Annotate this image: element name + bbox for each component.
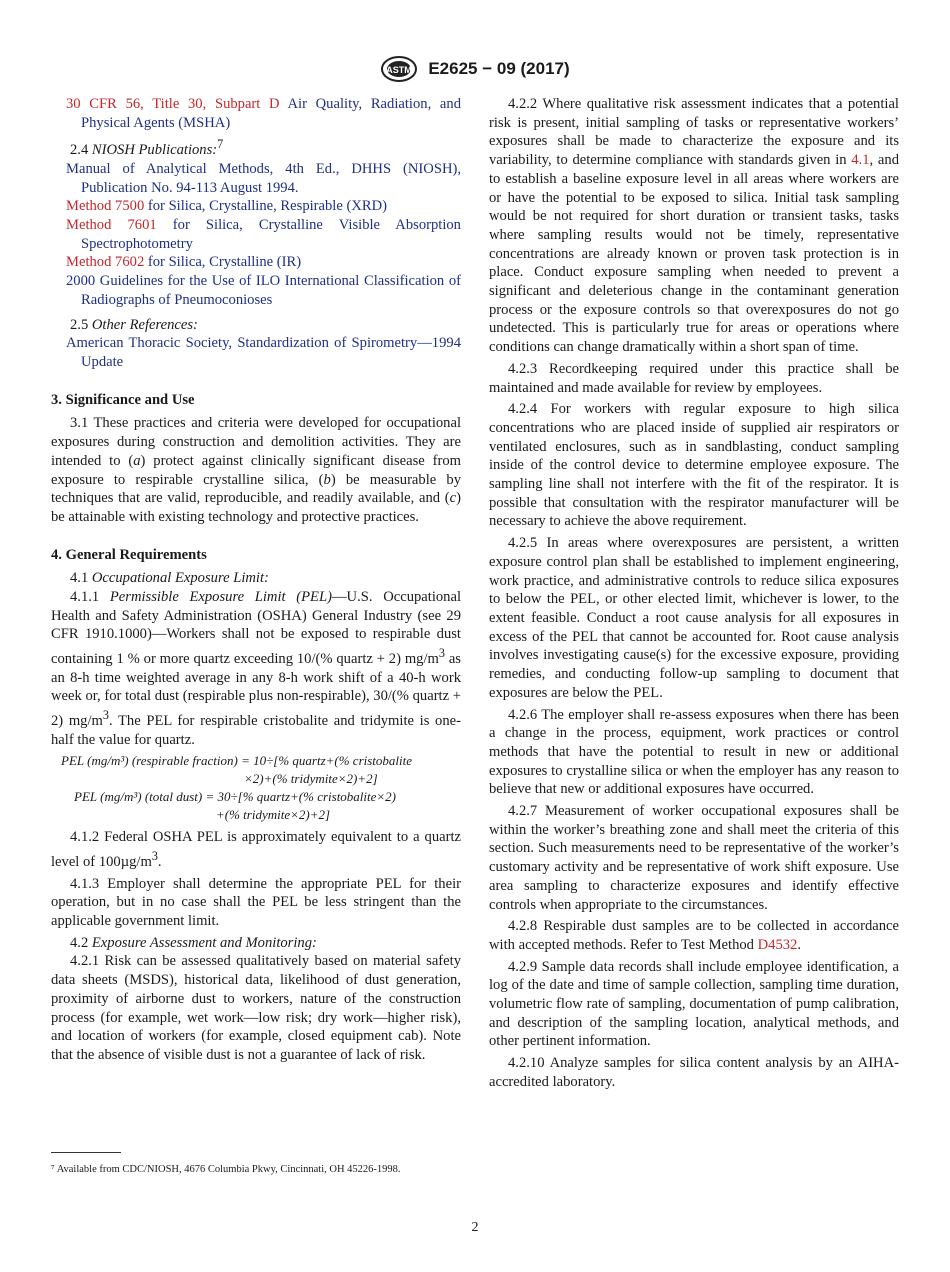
para-4-2-10: 4.2.10 Analyze samples for silica content analysis by an AIHA-accredited laboratory.: [489, 1055, 899, 1090]
niosh-heading: 2.4 NIOSH Publications:$^7$: [70, 137, 224, 159]
equation-1-line-1: PEL (mg/m³) (respirable fraction) = 10÷[% quartz+(% cristobalite: [61, 753, 413, 769]
pel-equations: [51, 752, 461, 824]
para-4-2-4: 4.2.4 For workers with regular exposure to high silica concentrations who are placed inside of supplied air respirators or ventilated enclosures, such as in sandblasting, conduct sampling inside of the control device to determine employee exposure. The sampling line shall not interfere with the fit of the respirator. It is possible that consultation with the respirator manufacturer will be necessary to achieve the above requirement.: [489, 401, 899, 530]
para-4-2-2: 4.2.2 Where qualitative risk assessment indicates that a potential risk is present, initial sampling of tasks or representative workers’ exposures shall be made to characterize the exposure and its variability, to determine compliance with standards given in 4.1, and to establish a baseline exposure level in all areas where workers are or have the potential to be exposed to silica. Initial task sampling would be not required for short duration or transient tasks, tasks where sampling results would not be timely, representative concentrations are already known or proven task protection is in place. Conduct exposure sampling when needed to prevent a significant and deleterious change in the contaminant generation process or the exposure controls so that overexposures do not go undetected. This is particularly true for areas or operations where conditions can change dramatically within a short span of time.: [489, 96, 899, 356]
para-4-2-8: 4.2.8 Respirable dust samples are to be collected in accordance with accepted methods. Refer to Test Method D4532.: [489, 918, 899, 953]
ref-cfr: 30 CFR 56, Title 30, Subpart D Air Quality, Radiation, and Physical Agents (MSHA): [66, 96, 461, 131]
footnote-ref: 7: [217, 137, 224, 152]
right-column: [489, 95, 899, 1092]
other-references-heading: 2.5 Other References:: [70, 316, 198, 333]
designation: E2625 − 09 (2017): [428, 59, 570, 78]
ref-manual[interactable]: Manual of Analytical Methods, 4th Ed., DHHS (NIOSH), Publication No. 94-113 August 1994.: [66, 160, 461, 196]
astm-logo-text: ASTM: [386, 65, 413, 75]
ref-method-7602: Method 7602 for Silica, Crystalline (IR): [66, 254, 302, 271]
para-4-2-6: 4.2.6 The employer shall re-assess exposures when there has been a change in the process, equipment, work practices or control methods that have the potential to result in new or additional exposures to crystalline silica or when the employer has any reason to believe that new or additional exposures have occurred.: [489, 706, 899, 798]
ref-method-7500: Method 7500 for Silica, Crystalline, Respirable (XRD): [66, 198, 388, 215]
ref-method-7601: Method 7601 for Silica, Crystalline Visible Absorption Spectrophotometry: [66, 217, 461, 252]
para-4-1-1: 4.1.1 Permissible Exposure Limit (PEL)—U.S. Occupational Health and Safety Administration (OSHA) General Industry (see 29 CFR 1910.1000)—Workers shall not be exposed to respirable dust containing 1 % or more quartz exceeding 10/(% quartz + 2) $mg/m^3$ as an 8-h time weighted average in any 8-h work shift of a 40-h work week or, for total dust (respirable plus non-respirable), 30/(% quartz + 2) $mg/m^3$. The PEL for respirable cristobalite and tridymite is one-half the value for quartz.: [51, 589, 461, 748]
para-4-2-7: 4.2.7 Measurement of worker occupational exposures shall be within the worker’s breathing zone and shall meet the criteria of this section. Such measurements need to be representative of the worker’s customary activity and be representative of work shift exposure. Use area sampling to characterize exposures and identify effective controls when appropriate to the circumstances.: [489, 803, 899, 913]
page-header: [0, 56, 950, 82]
para-4-1-2: 4.1.2 Federal OSHA PEL is approximately equivalent to a quartz level of $100\mu g/m^3$.: [51, 829, 461, 870]
section-3-title: 3. Significance and Use: [51, 391, 195, 408]
footnote-divider: [51, 1152, 121, 1153]
para-4-2-9: 4.2.9 Sample data records shall include employee identification, a log of the date and time of sample collection, sampling time duration, volumetric flow rate of sampling, documentation of pump calibration, and description of the sampling location, analytical methods, and other pertinent information.: [489, 958, 899, 1050]
para-4-2-5: 4.2.5 In areas where overexposures are persistent, a written exposure control plan shall be established to implement engineering, work practice, and administrative controls to reduce silica exposures to below the PEL, or other elected limit, whichever is lower, to the extent feasible. Conduct a root cause analysis for all exposures in excess of the PEL that cannot be accounted for. Root cause analysis involves investigating cause(s) for the excessive exposure, providing remedies, and conducting follow-up sampling to document that exposures are below the PEL.: [489, 535, 899, 701]
equation-1-line-2: ×2)+(% tridymite×2)+2]: [244, 771, 378, 787]
ref-ilo[interactable]: 2000 Guidelines for the Use of ILO International Classification of Radiographs of Pneumoconioses: [66, 273, 461, 308]
ref-cfr-link[interactable]: 30 CFR 56, Title 30, Subpart D: [66, 96, 280, 112]
para-4-2-3: 4.2.3 Recordkeeping required under this practice shall be maintained and made available for review by employees.: [489, 360, 899, 396]
section-4-title: 4. General Requirements: [51, 546, 207, 563]
ref-ats[interactable]: American Thoracic Society, Standardization of Spirometry—1994 Update: [66, 335, 461, 370]
section-link-4-1[interactable]: 4.1: [851, 152, 870, 169]
para-4-1: 4.1 Occupational Exposure Limit:: [70, 570, 269, 587]
page-number: 2: [471, 1220, 479, 1235]
para-4-2-1: 4.2.1 Risk can be assessed qualitatively based on material safety data sheets (MSDS), historical data, likelihood of dust generation, proximity of airborne dust to workers, nature of the construction process (for example, wet work—low risk; dry work—higher risk), and location of workers (for example, closed equipment cab). Note that the absence of visible dust is not a guarantee of lack of risk.: [51, 953, 461, 1063]
test-method-link-d4532[interactable]: D4532: [757, 936, 798, 953]
equation-2-line-2: +(% tridymite×2)+2]: [216, 807, 331, 823]
equation-2-line-1: PEL (mg/m³) (total dust) = 30÷[% quartz+(% cristobalite×2): [74, 789, 397, 805]
astm-logo-icon: [380, 56, 418, 82]
footnote-7: ⁷ Available from CDC/NIOSH, 4676 Columbia Pkwy, Cincinnati, OH 45226-1998.: [51, 1164, 401, 1175]
para-4-2: 4.2 Exposure Assessment and Monitoring:: [70, 934, 317, 951]
left-column: [51, 95, 461, 1065]
para-3-1: 3.1 These practices and criteria were developed for occupational exposures during construction and demolition activities. They are intended to (a) protect against clinically significant disease from exposure to respirable crystalline silica, (b) be measurable by techniques that are valid, reproducible, and readily available, and (c) be attainable with existing technology and protective practices.: [51, 415, 461, 525]
para-4-1-3: 4.1.3 Employer shall determine the appropriate PEL for their operation, but in no case shall the PEL be less stringent than the applicable government limit.: [51, 875, 461, 930]
